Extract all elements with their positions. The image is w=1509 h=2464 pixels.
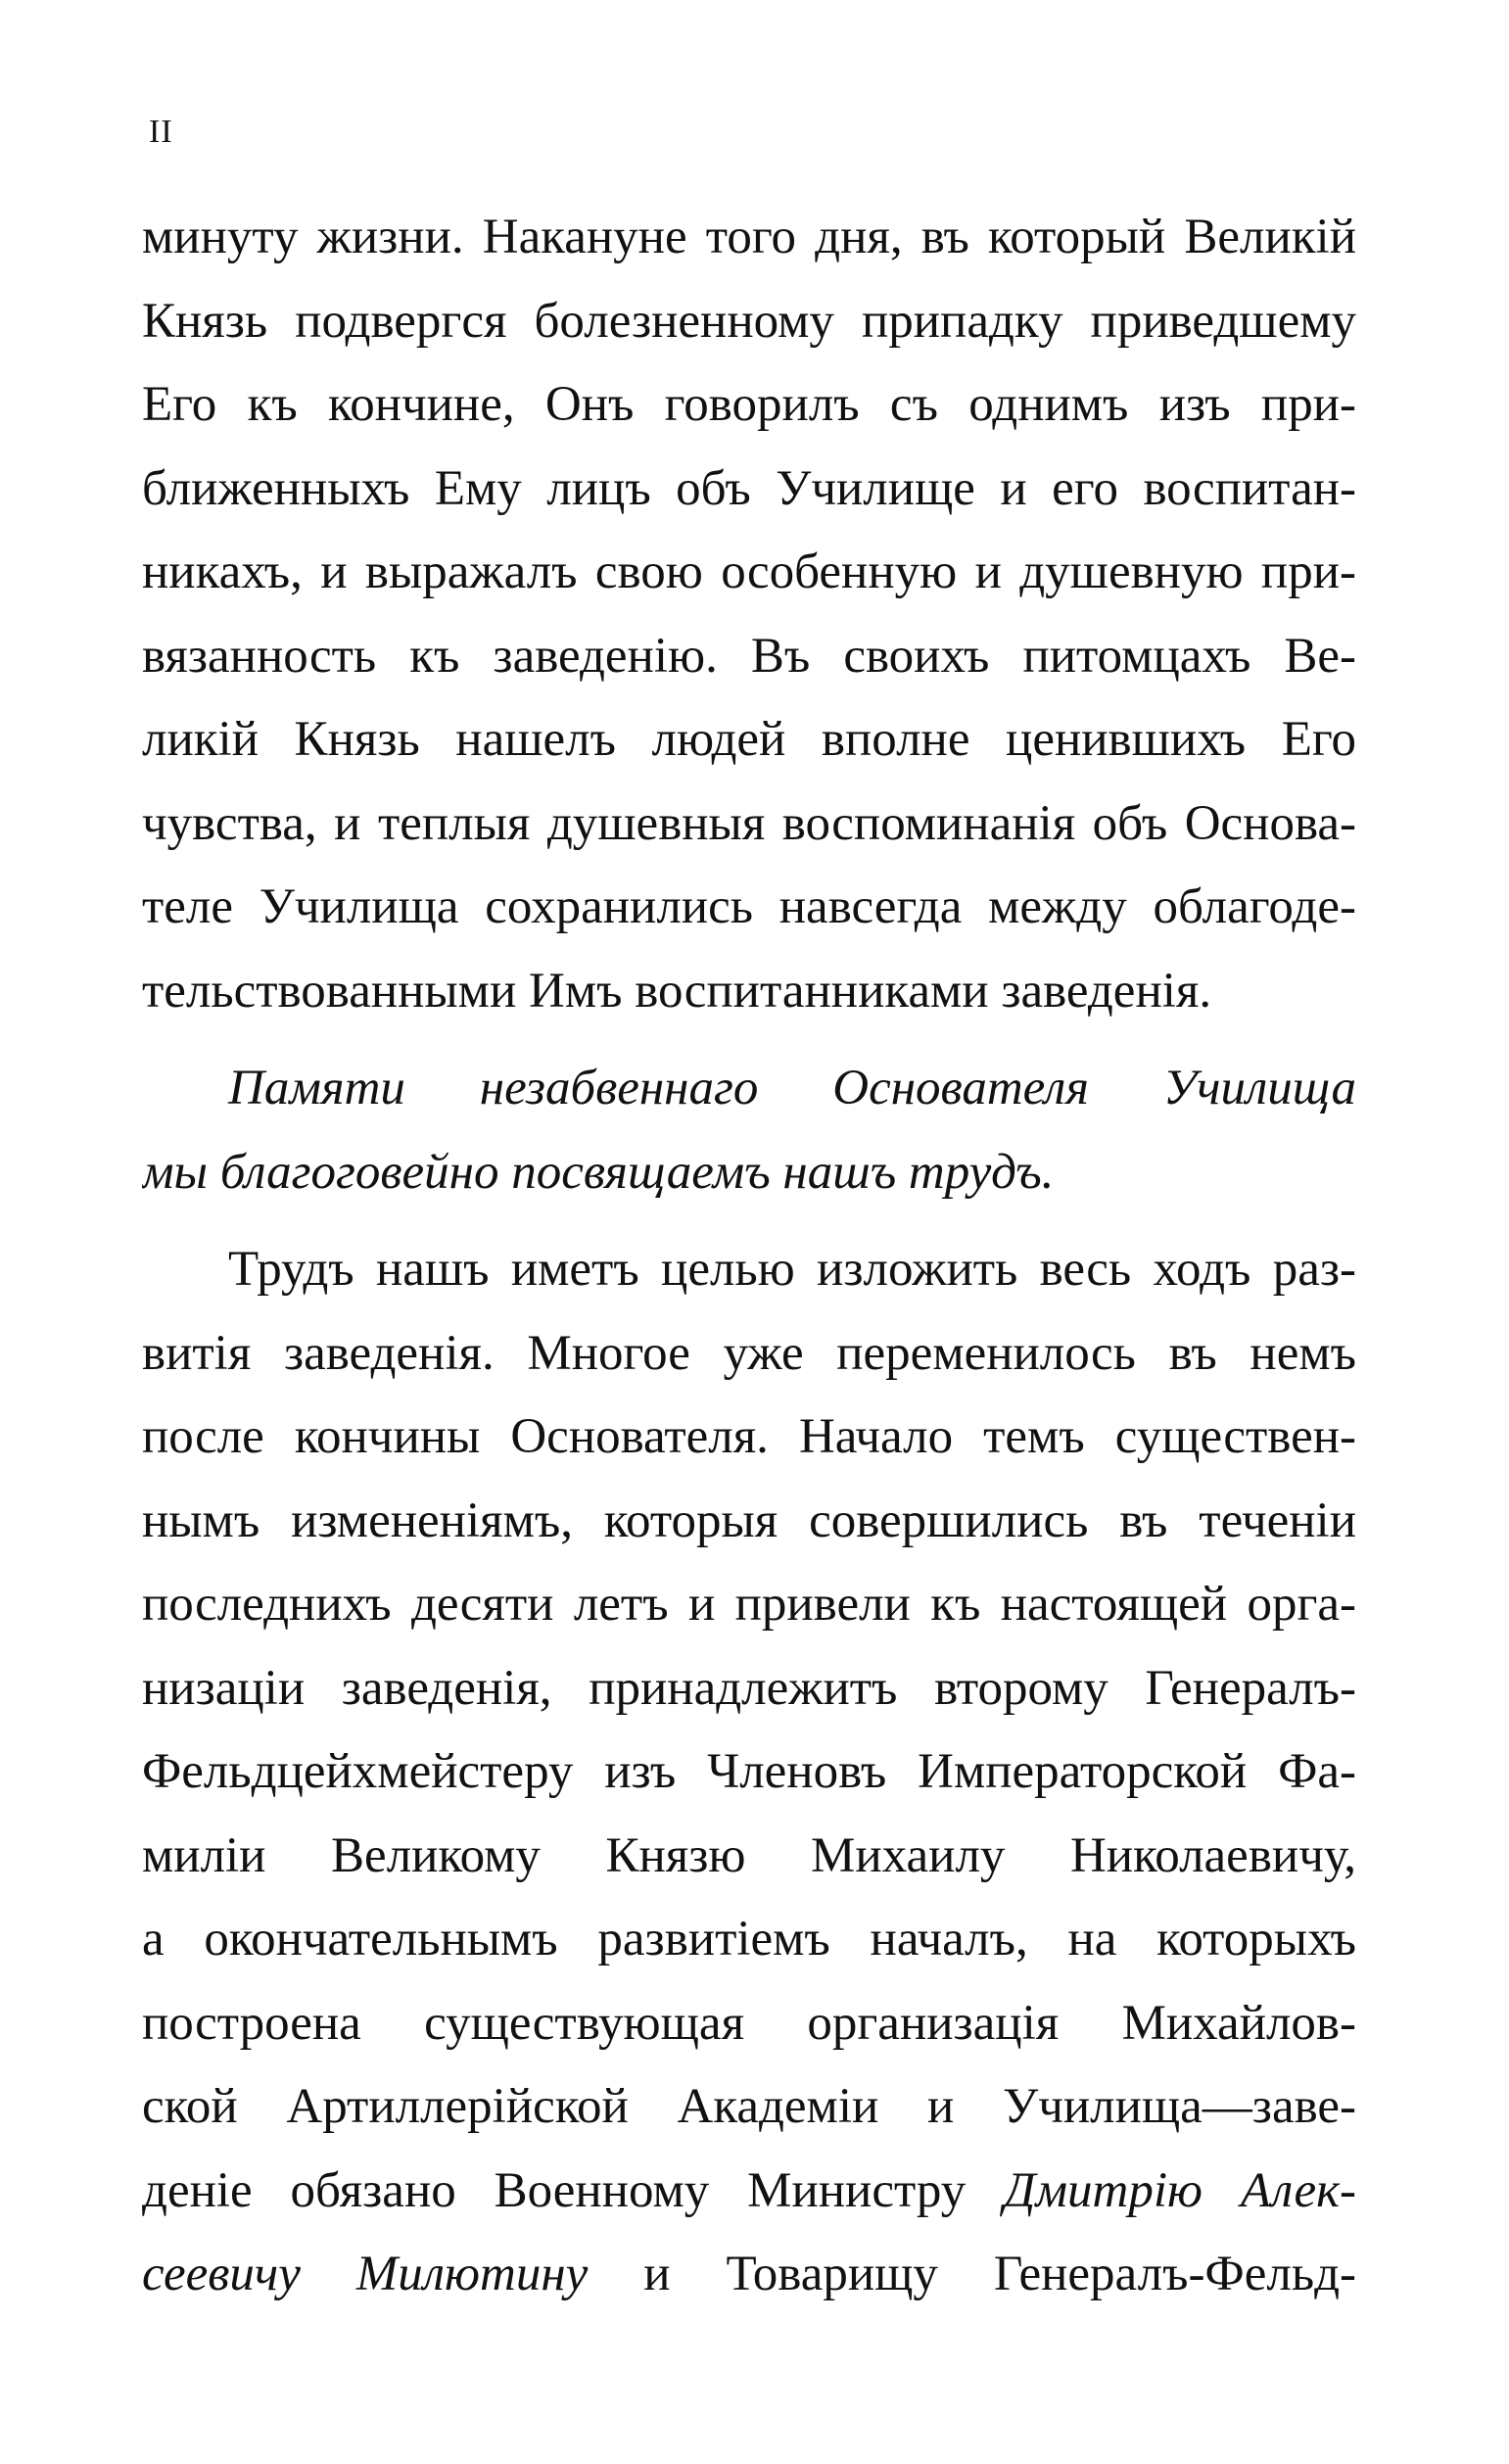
text-line: Его къ кончине, Онъ говорилъ съ однимъ изъ при-: [142, 377, 1356, 432]
text-line: тельствованными Имъ воспитанниками заведенiя.: [142, 963, 1212, 1019]
text-line: ближенныхъ Ему лицъ объ Училище и его воспитан-: [142, 460, 1356, 516]
text-line: нымъ измененiямъ, которыя совершились въ теченiи: [142, 1493, 1356, 1548]
italic-name: сеевичу Милютину: [142, 2247, 589, 2301]
text-line: [142, 2150, 1356, 2234]
page-text: [142, 196, 1356, 2317]
text-line: теле Училища сохранились навсегда между облагоде-: [142, 879, 1356, 934]
text-line: построена существующая организацiя Михайлов-: [142, 1995, 1356, 2051]
text-line: а окончательнымъ развитiемъ началъ, на которыхъ: [142, 1912, 1356, 1966]
text-line: после кончины Основателя. Начало темъ существен-: [142, 1409, 1356, 1464]
text-line: вязанность къ заведенiю. Въ своихъ питомцахъ Ве-: [142, 628, 1356, 684]
page-number: II: [149, 114, 173, 150]
text-line: низацiи заведенiя, принадлежитъ второму Генералъ-: [142, 1660, 1356, 1716]
text-line: ликiй Князь нашелъ людей вполне ценившихъ Его: [142, 712, 1356, 767]
text-line: Трудъ нашъ иметъ целью изложить весь ходъ раз-: [228, 1242, 1356, 1297]
paragraph-1: [142, 196, 1356, 1033]
text-line: ской Артиллерiйской Академiи и Училища—заве-: [142, 2079, 1356, 2134]
regular-text: денiе обязано Военному Министру: [142, 2162, 1005, 2218]
text-line: последнихъ десяти летъ и привели къ настоящей орга-: [142, 1577, 1356, 1632]
dedication-line: мы благоговейно посвящаемъ нашъ трудъ.: [142, 1144, 1055, 1200]
text-line: [142, 2233, 1356, 2317]
dedication: [142, 1047, 1356, 1214]
paragraph-gap: [142, 1214, 1356, 1228]
text-line: Князь подвергся болезненному припадку приведшему: [142, 293, 1356, 349]
text-line: витiя заведенiя. Многое уже переменилось въ немъ: [142, 1325, 1356, 1381]
text-line: никахъ, и выражалъ свою особенную и душевную при-: [142, 545, 1356, 599]
italic-name: Дмитрiю Алек-: [1004, 2162, 1356, 2218]
regular-text: и Товарищу Генералъ-Фельд-: [588, 2247, 1356, 2301]
paragraph-2: [142, 1228, 1356, 2317]
text-line: чувства, и теплыя душевныя воспоминанiя объ Основа-: [142, 795, 1356, 851]
paragraph-gap: [142, 1033, 1356, 1047]
dedication-line: Памяти незабвеннаго Основателя Училища: [228, 1061, 1356, 1115]
text-line: милiи Великому Князю Михаилу Николаевичу,: [142, 1827, 1356, 1883]
text-line: минуту жизни. Накануне того дня, въ который Великiй: [142, 210, 1356, 264]
text-line: Фельдцейхмейстеру изъ Членовъ Императорской Фа-: [142, 1744, 1356, 1799]
